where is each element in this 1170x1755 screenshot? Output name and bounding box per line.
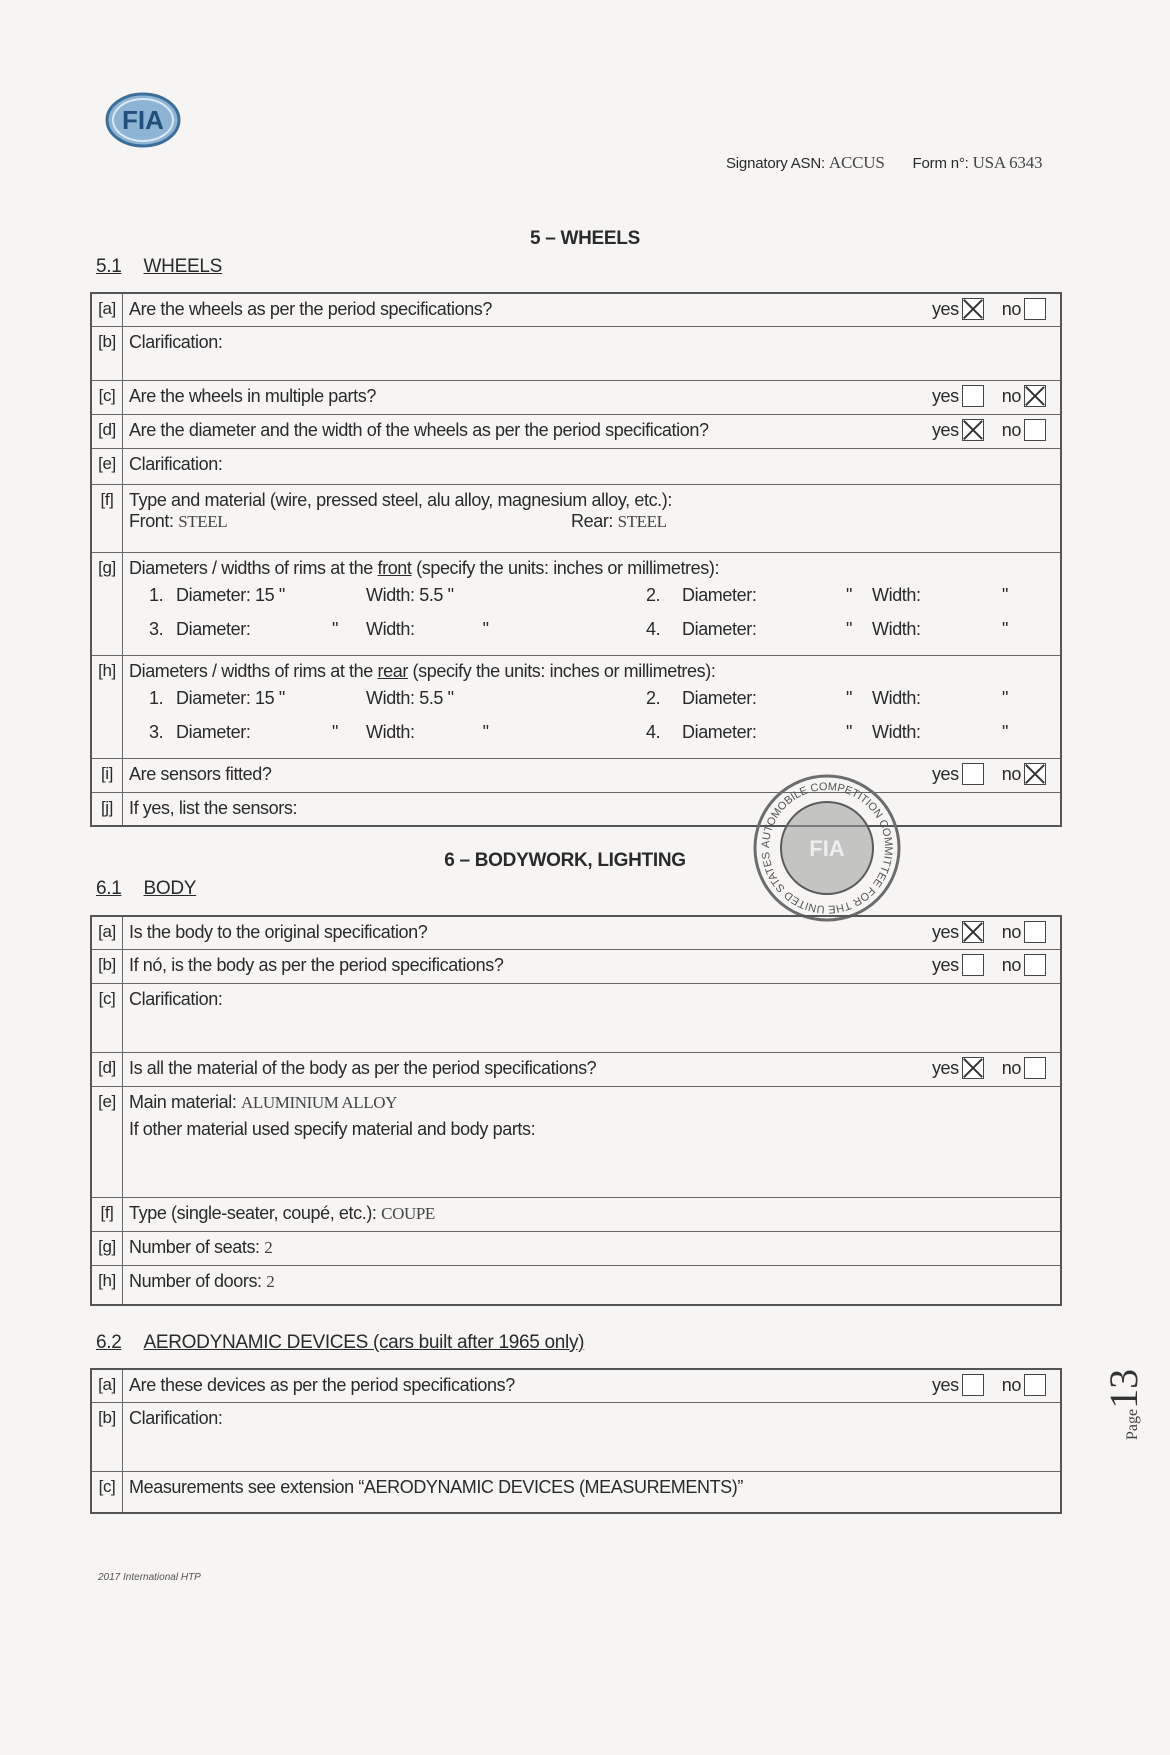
table-row: [c] Clarification: [91,983,1061,1052]
subheading-wheels: 5.1 WHEELS [96,256,222,277]
clarification-field[interactable]: Clarification: [123,1402,1062,1471]
table-row: [f] Type and material (wire, pressed steel, alu alloy, magnesium alloy, etc.): Front: STEEL Rear: STEEL [91,484,1061,552]
table-row: [i] Are sensors fitted? yes no [91,758,1061,792]
stamp-center-text: FIA [809,836,845,861]
no-checkbox[interactable] [1024,385,1046,407]
yes-no-checkboxes: yes no [932,1374,1046,1396]
table-row: [d] Is all the material of the body as per the period specifications? yes no [91,1052,1061,1086]
measurements-note: Measurements see extension “AERODYNAMIC DEVICES (MEASUREMENTS)” [123,1471,1062,1513]
yes-checkbox[interactable] [962,763,984,785]
yes-no-checkboxes: yes no [932,298,1046,320]
rear-material[interactable]: Rear: STEEL [571,510,667,531]
fia-logo [103,90,183,150]
yes-no-checkboxes: yes no [932,921,1046,943]
subheading-aero: 6.2 AERODYNAMIC DEVICES (cars built after 1965 only) [96,1332,585,1353]
section-title-bodywork: 6 – BODYWORK, LIGHTING [444,850,686,871]
stamp-ring-text: AUTOMOBILE COMPETITION COMMITTEE FOR THE UNITED STATES [759,780,895,916]
table-row: [d] Are the diameter and the width of the wheels as per the period specification? yes no [91,414,1061,448]
clarification-field[interactable]: Clarification: [123,448,1062,484]
no-checkbox[interactable] [1024,921,1046,943]
page-number: Page13 [1101,1368,1146,1440]
no-checkbox[interactable] [1024,298,1046,320]
rim-row: 1. Diameter: 15 " Width: 5.5 " 2. Diameter: " Width: " [149,688,1008,708]
yes-checkbox[interactable] [962,954,984,976]
committee-stamp [752,773,902,923]
rim-row: 3. Diameter: " Width: " 4. Diameter: " Width: " [149,722,1008,742]
yes-no-checkboxes: yes no [932,385,1046,407]
main-material-field[interactable]: Main material: ALUMINIUM ALLOY [129,1091,398,1112]
yes-checkbox[interactable] [962,1374,984,1396]
yes-checkbox[interactable] [962,1057,984,1079]
clarification-field[interactable]: Clarification: [123,326,1062,380]
table-row: [g] Diameters / widths of rims at the front (specify the units: inches or millimetres): 1. Diameter: 15 " Width: 5.5 " 2. Diameter: " Width: " 3. Diameter: " Width: " 4. Diameter: " Width: " [91,552,1061,655]
signatory-asn: Signatory ASN: ACCUS [726,153,885,172]
table-row: [a] Are the wheels as per the period specifications? yes no [91,293,1061,326]
no-checkbox[interactable] [1024,763,1046,785]
table-row: [j] If yes, list the sensors: [91,792,1061,826]
body-type-field[interactable]: Type (single-seater, coupé, etc.): COUPE [123,1197,1062,1231]
table-row: [f] Type (single-seater, coupé, etc.): COUPE [91,1197,1061,1231]
table-row: [h] Number of doors: 2 [91,1265,1061,1305]
table-row: [b] Clarification: [91,326,1061,380]
table-row: [h] Diameters / widths of rims at the rear (specify the units: inches or millimetres): 1. Diameter: 15 " Width: 5.5 " 2. Diameter: " Width: " 3. Diameter: " Width: " 4. Diameter: " Width: " [91,655,1061,758]
doors-field[interactable]: Number of doors: 2 [123,1265,1062,1305]
table-row: [b] If nó, is the body as per the period specifications? yes no [91,949,1061,983]
wheels-table [90,292,1062,827]
front-material[interactable]: Front: STEEL [129,510,228,531]
seats-field[interactable]: Number of seats: 2 [123,1231,1062,1265]
table-row: [e] Main material: ALUMINIUM ALLOY If other material used specify material and body parts: [91,1086,1061,1197]
no-checkbox[interactable] [1024,954,1046,976]
table-row: [g] Number of seats: 2 [91,1231,1061,1265]
form-header [726,153,1042,173]
body-table [90,915,1062,1306]
no-checkbox[interactable] [1024,1374,1046,1396]
yes-no-checkboxes: yes no [932,954,1046,976]
yes-checkbox[interactable] [962,298,984,320]
form-number: Form n°: USA 6343 [912,153,1043,172]
table-row: [e] Clarification: [91,448,1061,484]
table-row: [b] Clarification: [91,1402,1061,1471]
yes-checkbox[interactable] [962,385,984,407]
rim-row: 3. Diameter: " Width: " 4. Diameter: " Width: " [149,619,1008,639]
footer-text: 2017 International HTP [98,1572,201,1583]
fia-logo-text: FIA [122,105,164,135]
table-row: [c] Measurements see extension “AERODYNAMIC DEVICES (MEASUREMENTS)” [91,1471,1061,1513]
table-row: [a] Are these devices as per the period specifications? yes no [91,1369,1061,1402]
yes-checkbox[interactable] [962,419,984,441]
table-row: [c] Are the wheels in multiple parts? yes no [91,380,1061,414]
yes-no-checkboxes: yes no [932,1057,1046,1079]
table-row: [a] Is the body to the original specification? yes no [91,916,1061,949]
sensors-field[interactable]: If yes, list the sensors: [123,792,1062,826]
no-checkbox[interactable] [1024,419,1046,441]
subheading-body: 6.1 BODY [96,878,197,899]
yes-no-checkboxes: yes no [932,763,1046,785]
yes-checkbox[interactable] [962,921,984,943]
aero-table [90,1368,1062,1514]
section-title-wheels: 5 – WHEELS [530,228,640,249]
no-checkbox[interactable] [1024,1057,1046,1079]
rim-row: 1. Diameter: 15 " Width: 5.5 " 2. Diameter: " Width: " [149,585,1008,605]
yes-no-checkboxes: yes no [932,419,1046,441]
clarification-field[interactable]: Clarification: [123,983,1062,1052]
